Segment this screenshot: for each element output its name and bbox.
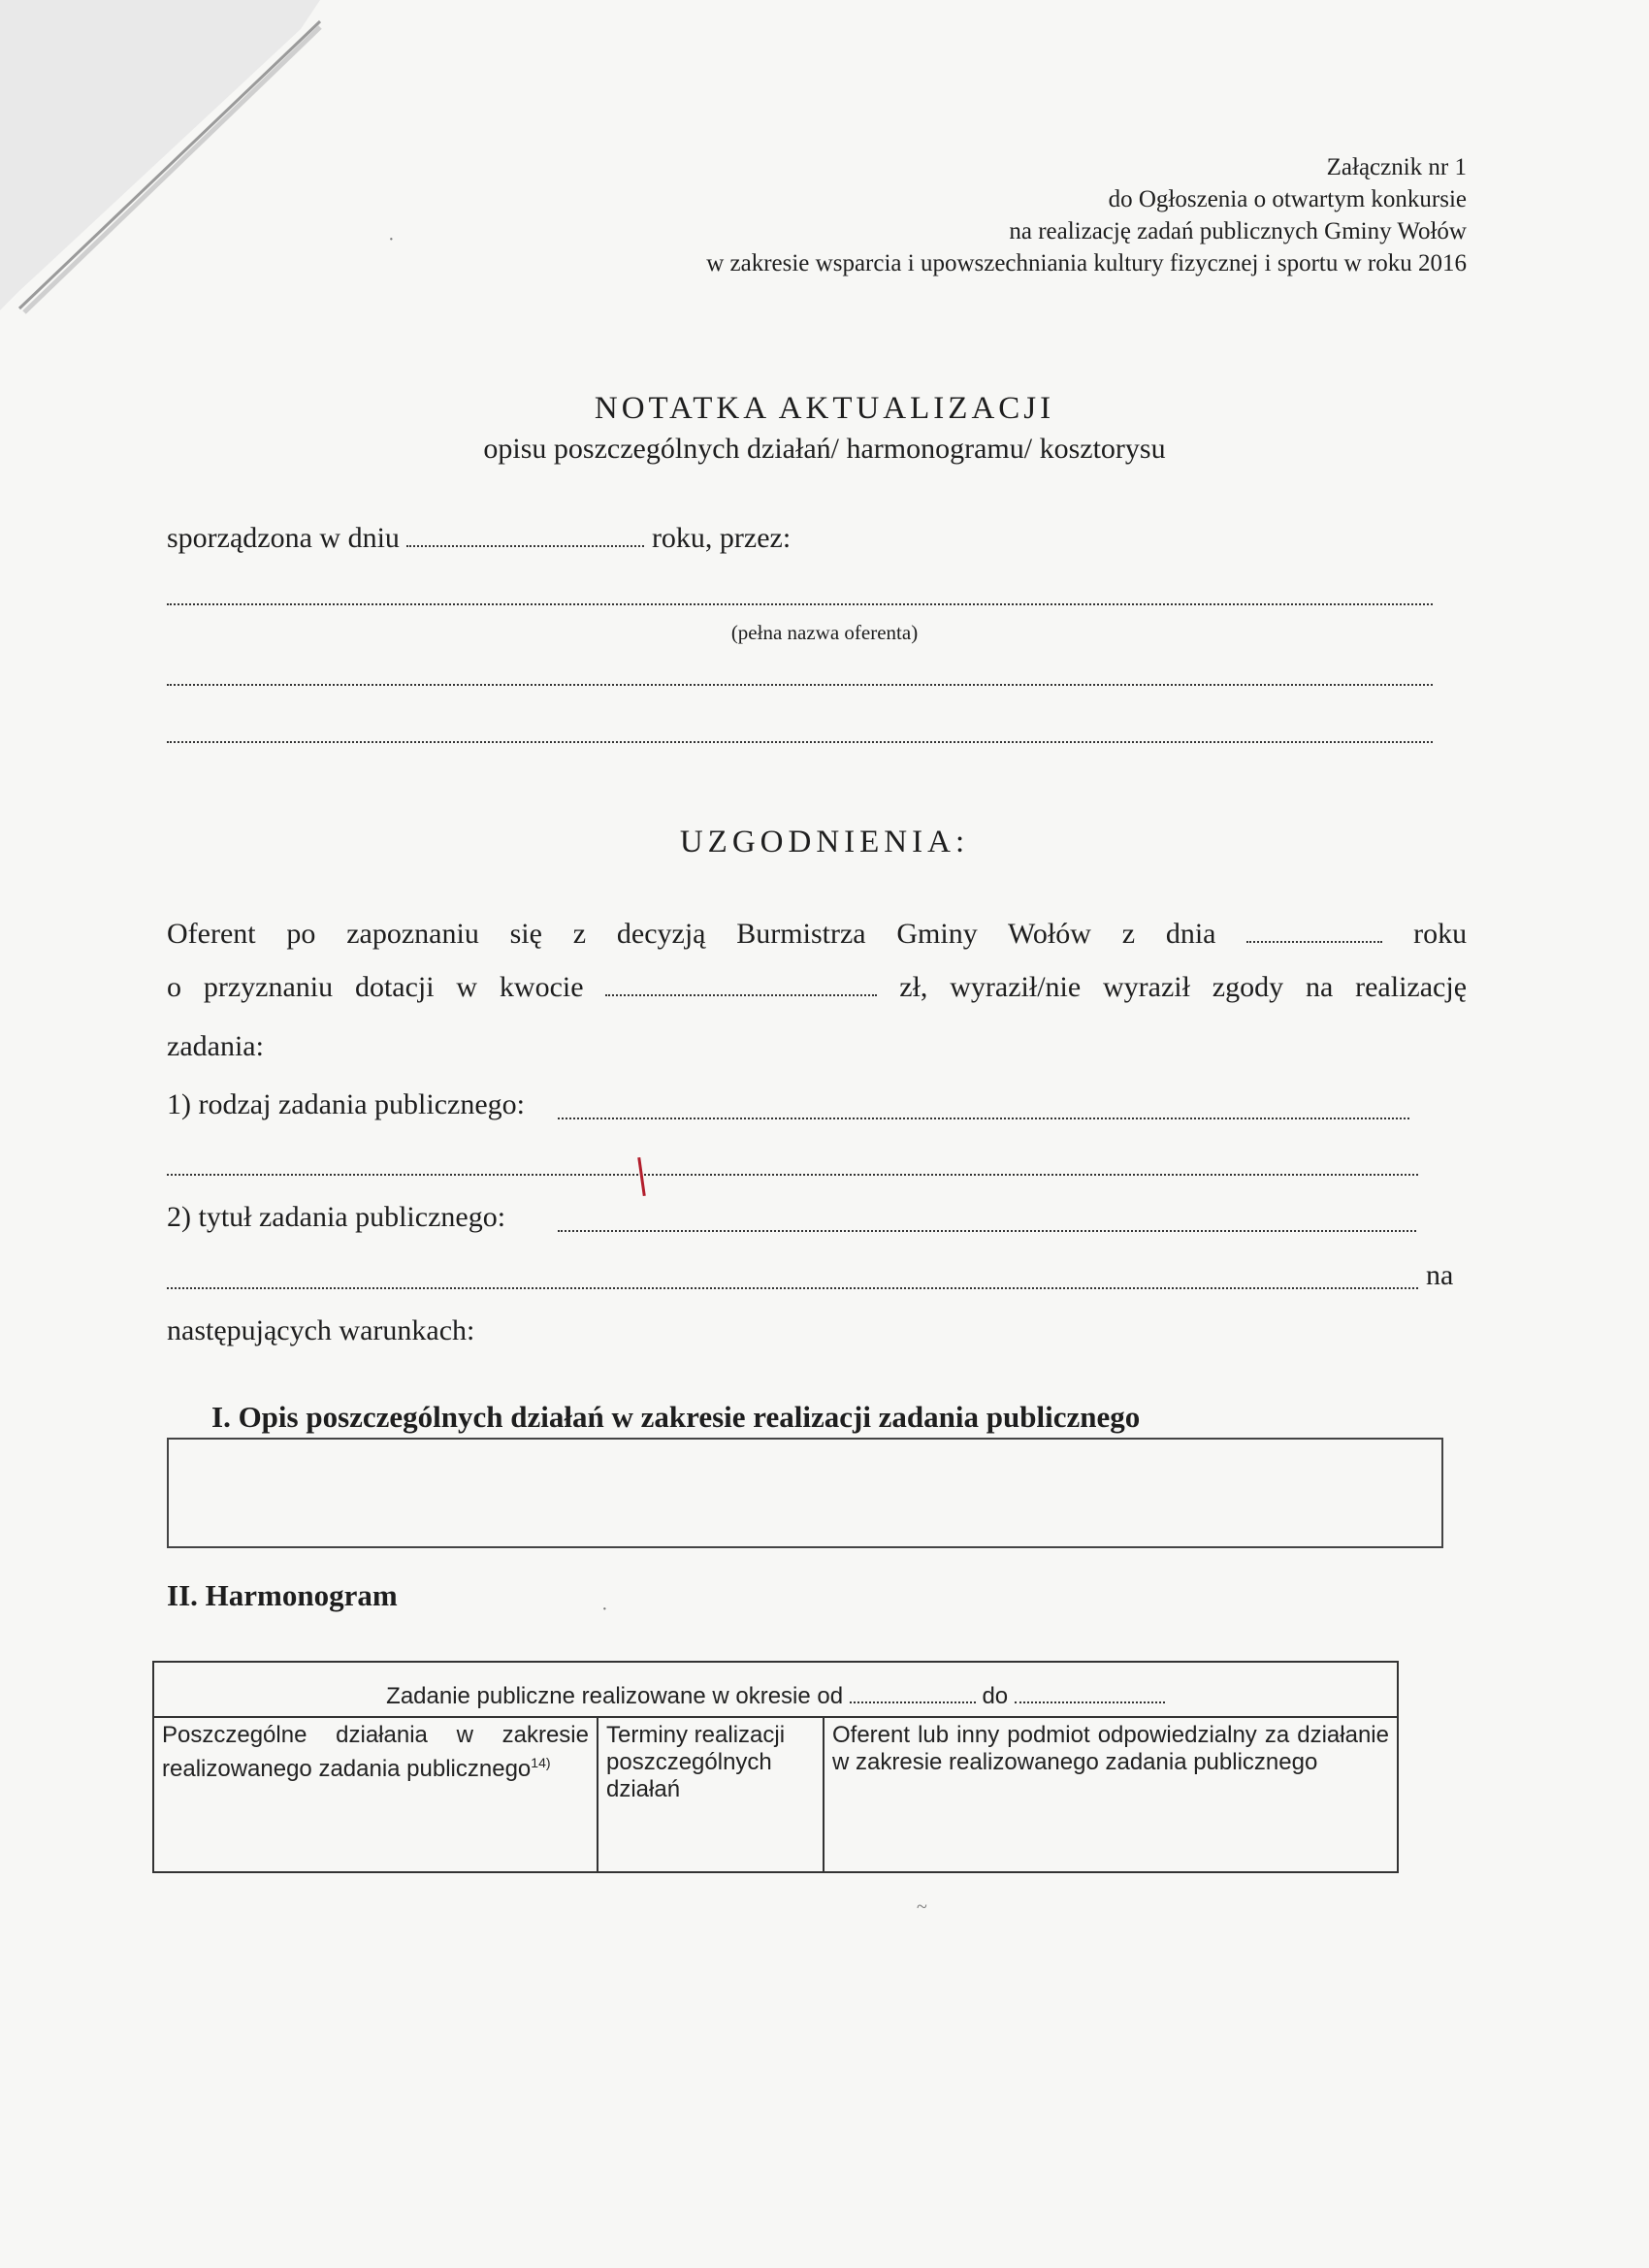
column-header-activities-text: Poszczególne działania w zakresie realizowanego zadania publicznego <box>162 1722 589 1782</box>
word: roku <box>1413 918 1468 950</box>
word: po <box>286 918 316 950</box>
section-2-title: II. Harmonogram <box>167 1578 398 1612</box>
task-title-field[interactable] <box>558 1230 1416 1232</box>
task-title-field-2[interactable] <box>167 1287 1418 1289</box>
decision-date-field[interactable] <box>1246 941 1382 943</box>
task-type-field-2[interactable] <box>167 1174 1418 1176</box>
column-header-activities <box>153 1717 598 1872</box>
word: się <box>509 918 542 950</box>
footnote-marker: 14) <box>531 1755 551 1770</box>
word: z <box>572 918 587 950</box>
document-subtitle: opisu poszczególnych działań/ harmonogramu/ kosztorysu <box>483 433 1166 465</box>
header-line: w zakresie wsparcia i upowszechniania kultury fizycznej i sportu w roku 2016 <box>706 250 1467 276</box>
period-from-field[interactable] <box>850 1701 976 1703</box>
scan-speck: ~ <box>917 1896 927 1918</box>
applicant-name-caption: (pełna nazwa oferenta) <box>730 621 919 644</box>
word: Gminy <box>896 918 978 950</box>
document-title: NOTATKA AKTUALIZACJI <box>594 391 1055 426</box>
period-label: Zadanie publiczne realizowane w okresie od <box>386 1683 844 1709</box>
section-1-title: I. Opis poszczególnych działań w zakresie realizacji zadania publicznego <box>211 1400 1141 1434</box>
consent-text: zł, wyraził/nie wyraził zgody na realizację <box>899 971 1468 1003</box>
task-title-label: 2) tytuł zadania publicznego: <box>167 1201 506 1233</box>
header-line: na realizację zadań publicznych Gminy Wołów <box>1009 218 1467 244</box>
column-header-responsible: Oferent lub inny podmiot odpowiedzialny za działanie w zakresie realizowanego zadania publicznego <box>824 1717 1398 1872</box>
period-to-label: do <box>982 1683 1009 1709</box>
word: zapoznaniu <box>346 918 479 950</box>
amount-label: o przyznaniu dotacji w kwocie <box>167 971 584 1003</box>
na-word: na <box>1426 1259 1454 1291</box>
folded-corner <box>0 0 330 320</box>
column-header-dates: Terminy realizacji poszczególnych działań <box>598 1717 824 1872</box>
word: Oferent <box>167 918 256 950</box>
date-field[interactable] <box>406 545 644 547</box>
word: decyzją <box>616 918 706 950</box>
task-type-field[interactable] <box>558 1118 1409 1119</box>
agreements-paragraph-line1 <box>167 918 1467 951</box>
applicant-name-field[interactable] <box>167 603 1433 605</box>
attachment-header <box>706 151 1467 279</box>
ink-mark <box>637 1157 646 1196</box>
header-line: Załącznik nr 1 <box>1326 154 1467 180</box>
prepared-suffix: roku, przez: <box>651 522 792 554</box>
amount-field[interactable] <box>605 994 877 996</box>
word: dnia <box>1165 918 1216 950</box>
prepared-label: sporządzona w dniu <box>167 522 400 554</box>
word: Burmistrza <box>736 918 866 950</box>
agreements-paragraph-line2 <box>167 971 1467 1004</box>
agreements-title: UZGODNIENIA: <box>679 825 970 859</box>
header-line: do Ogłoszenia o otwartym konkursie <box>1108 186 1467 212</box>
scan-speck: · <box>388 229 395 250</box>
word: Wołów <box>1007 918 1091 950</box>
conditions-label: następujących warunkach: <box>167 1314 475 1346</box>
applicant-name-field-2[interactable] <box>167 684 1433 686</box>
scan-speck: · <box>601 1599 608 1620</box>
prepared-line <box>167 522 791 555</box>
section-1-box[interactable] <box>167 1438 1443 1548</box>
period-to-field[interactable] <box>1015 1701 1165 1703</box>
applicant-name-field-3[interactable] <box>167 741 1433 743</box>
schedule-table <box>152 1661 1399 1873</box>
agreements-paragraph-line3: zadania: <box>167 1030 264 1062</box>
word: z <box>1121 918 1136 950</box>
task-type-label: 1) rodzaj zadania publicznego: <box>167 1088 525 1120</box>
period-row <box>153 1662 1398 1717</box>
